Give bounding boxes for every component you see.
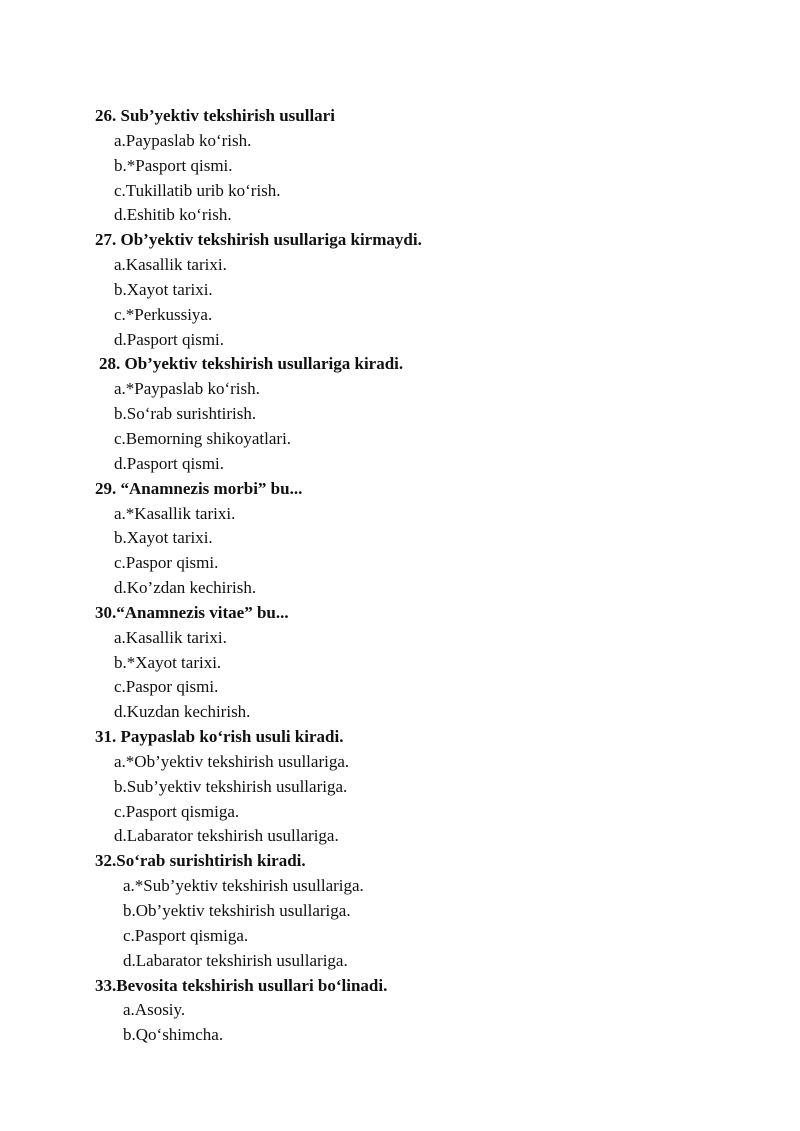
answer-option: a.Paypaslab ko‘rish.: [114, 130, 252, 150]
answer-option: c.Pasport qismiga.: [114, 801, 240, 821]
question-title: 29. “Anamnezis morbi” bu...: [95, 478, 303, 498]
answer-option: c.*Perkussiya.: [114, 304, 213, 324]
question-title: 31. Paypaslab ko‘rish usuli kiradi.: [95, 727, 344, 747]
answer-option: a.Kasallik tarixi.: [114, 627, 227, 647]
answer-option: b.*Pasport qismi.: [114, 155, 233, 175]
question-title: 26. Sub’yektiv tekshirish usullari: [95, 106, 335, 125]
answer-option: b.*Xayot tarixi.: [114, 652, 222, 672]
question-title: 33.Bevosita tekshirish usullari bo‘linadi.: [95, 975, 388, 995]
answer-option: a.*Sub’yektiv tekshirish usullariga.: [123, 876, 364, 896]
answer-option: d.Eshitib ko‘rish.: [114, 205, 232, 225]
answer-option: b.Qo‘shimcha.: [123, 1025, 224, 1045]
answer-option: a.Kasallik tarixi.: [114, 255, 227, 275]
answer-option: c.Paspor qismi.: [114, 553, 219, 573]
answer-option: b.Sub’yektiv tekshirish usullariga.: [114, 776, 348, 796]
answer-option: c.Tukillatib urib ko‘rish.: [114, 180, 281, 200]
question-title: 32.So‘rab surishtirish kiradi.: [95, 851, 306, 871]
answer-option: b.Xayot tarixi.: [114, 279, 213, 299]
answer-option: a.*Paypaslab ko‘rish.: [114, 379, 260, 399]
answer-option: a.*Kasallik tarixi.: [114, 503, 236, 523]
answer-option: a.*Ob’yektiv tekshirish usullariga.: [114, 751, 350, 771]
answer-option: c.Paspor qismi.: [114, 677, 219, 697]
answer-option: d.Kuzdan kechirish.: [114, 702, 251, 722]
answer-option: d.Pasport qismi.: [114, 453, 225, 473]
answer-option: d.Ko’zdan kechirish.: [114, 578, 257, 598]
answer-option: c.Pasport qismiga.: [123, 925, 249, 945]
answer-option: a.Asosiy.: [123, 1000, 186, 1020]
answer-option: b.Ob’yektiv tekshirish usullariga.: [123, 901, 351, 920]
answer-option: c.Bemorning shikoyatlari.: [114, 428, 292, 448]
answer-option: d.Labarator tekshirish usullariga.: [123, 950, 348, 970]
question-title: 30.“Anamnezis vitae” bu...: [95, 602, 289, 622]
answer-option: b.So‘rab surishtirish.: [114, 404, 257, 424]
answer-option: d.Pasport qismi.: [114, 329, 225, 349]
document-page: [0, 104, 800, 1048]
question-title: 28. Ob’yektiv tekshirish usullariga kiradi.: [99, 354, 404, 374]
answer-option: b.Xayot tarixi.: [114, 528, 213, 548]
question-title: 27. Ob’yektiv tekshirish usullariga kirmaydi.: [95, 230, 422, 250]
answer-option: d.Labarator tekshirish usullariga.: [114, 826, 339, 846]
